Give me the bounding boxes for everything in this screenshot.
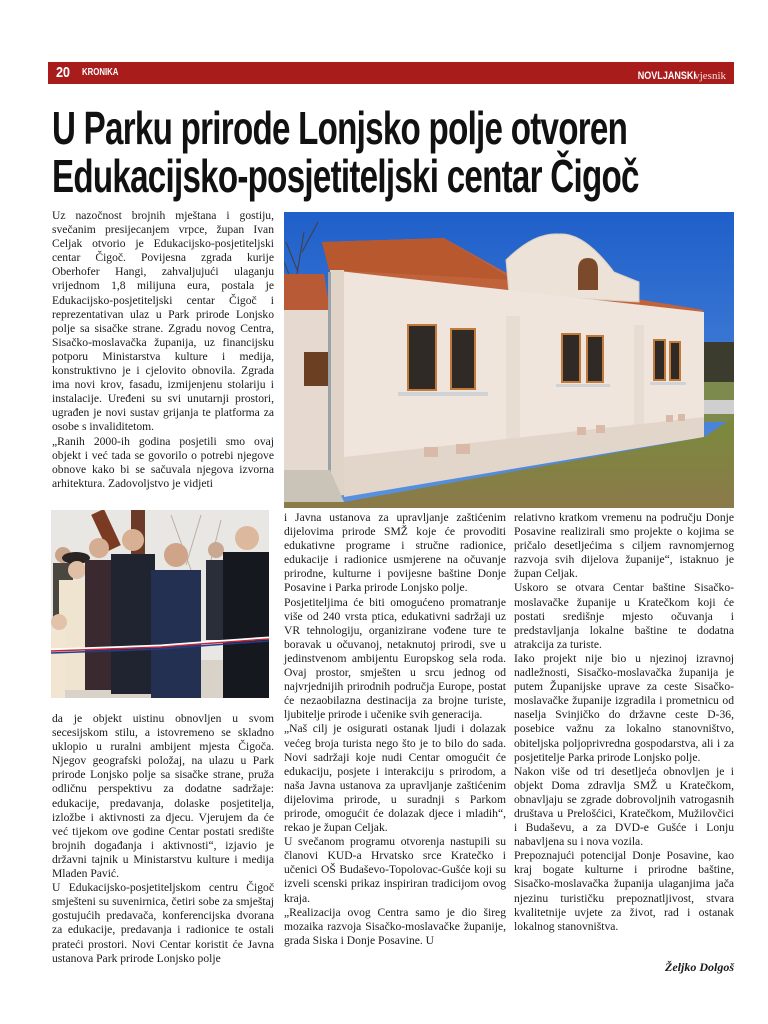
- paragraph: da je objekt uistinu obnovljen u svom secesijskom stilu, a istovremeno se skladno uklopio u ruralni ambijent mjesta Čigoča. Njegov geografski položaj, na ulazu u Park prirode Lonjsko polje sa sisačke strane, pruža odličnu perspektivu za dodatne sadržaje: edukacije, predavanja, dolaske posjetitelja, izložbe i aktivnosti za djecu. Vjerujem da će već tijekom ove godine Centar postati središte brojnih događanja i aktivnosti“, izjavio je državni tajnik u Ministarstvu kulture i medija Mladen Pavić.: [52, 712, 274, 881]
- author-byline: Željko Dolgoš: [665, 960, 734, 974]
- page-number: 20: [56, 64, 70, 81]
- building-photo: [284, 212, 734, 508]
- paragraph: U svečanom programu otvorenja nastupili su članovi KUD-a Hrvatsko srce Kratečko i učenici OŠ Budaševo-Topolovac-Gušće koji su izveli scenski prikaz inspiriran tradicijom ovog kraja.: [284, 835, 506, 905]
- page-header-bar: [48, 62, 734, 84]
- paragraph: relativno kratkom vremenu na području Donje Posavine realizirali smo projekte o kojima se pričalo desetljećima s ciljem ravnomjernog razvoja svih dijelova županije“, istaknuo je župan Celjak.: [514, 511, 734, 581]
- paragraph: Prepoznajući potencijal Donje Posavine, kao kraj bogate kulturne i prirodne baštine, Sisačko-moslavačka županija ulaganjima jača njezinu turističku prepoznatljivost, stvara kvalitetnije uvjete za život, rad i ostanak lokalnog stanovništva.: [514, 849, 734, 933]
- article-column-3: [514, 511, 734, 934]
- article-column-1-bottom: [52, 712, 274, 966]
- article-column-1-top: [52, 209, 274, 491]
- paragraph: i Javna ustanova za upravljanje zaštićenim dijelovima prirode SMŽ koje će provoditi edukativne programe i stručne radionice, edukacije i radionice usmjerene na očuvanje prirodne, kulturne i povijesne baštine Donje Posavine i Parka prirode Lonjsko polje.: [284, 511, 506, 595]
- article-headline: [52, 104, 752, 200]
- ribbon-cutting-illustration: [51, 510, 269, 698]
- publication-name-bold: NOVLJANSKI: [638, 70, 697, 82]
- paragraph: Posjetiteljima će biti omogućeno promatranje više od 240 vrsta ptica, edukativni sadržaji uz VR tehnologiju, organizirane vođene ture te boravak u očuvanoj, netaknutoj prirodi, sve u jedinstvenom ambijentu Europskog sela roda. Ovaj prostor, smješten u srcu jednog od najvrjednijih prirodnih područja Europe, postat će nezaobilazna destinacija za brojne turiste, ljubitelje prirode i učenike svih generacija.: [284, 595, 506, 722]
- paragraph: Iako projekt nije bio u njezinoj izravnoj nadležnosti, Sisačko-moslavačka županija je putem Županijske uprave za ceste Sisačko-moslavačke županije izgradila i prometnicu od naselja Svinjičko do državne ceste D-36, posebice važnu za lokalno stanovništvo, obiteljska poljoprivredna gospodarstva, ali i za posjetitelje Parka prirode Lonjsko polje.: [514, 651, 734, 764]
- publication-name: [625, 66, 726, 84]
- paragraph: Nakon više od tri desetljeća obnovljen je i objekt Doma zdravlja SMŽ u Kratečkom, obnavljaju se zgrade dobrovoljnih vatrogasnih društava u Prelošćici, Kratečkom, Mužilovčici i Budaševu, a za DVD-e Gušće i Lonju nabavljena su i nova vozila.: [514, 764, 734, 849]
- publication-name-light: vjesnik: [694, 70, 726, 82]
- building-illustration: [284, 212, 734, 508]
- ribbon-cutting-photo: [51, 510, 269, 698]
- headline-line-2: Edukacijsko-posjetiteljski centar Čigoč: [52, 150, 639, 202]
- section-label: KRONIKA: [82, 67, 119, 78]
- paragraph: „Naš cilj je osigurati ostanak ljudi i dolazak većeg broja turista nego što je to bilo do sada. Novi sadržaji koje nudi Centar omogućit će edukaciju, posjete i interakciju s prirodom, a naša Javna ustanova za upravljanje zaštićenim dijelovima prirode, u suradnji s Parkom prirode, omogućit će dolazak djece i mladih“, rekao je župan Celjak.: [284, 722, 506, 835]
- paragraph: „Ranih 2000-ih godina posjetili smo ovaj objekt i već tada se govorilo o potrebi njegove obnove kako bi se sačuvala njegova izvorna arhitektura. Zadovoljstvo je vidjeti: [52, 434, 274, 490]
- paragraph: „Realizacija ovog Centra samo je dio šireg mozaika razvoja Sisačko-moslavačke županije, grada Siska i Donje Posavine. U: [284, 905, 506, 947]
- paragraph: Uz nazočnost brojnih mještana i gostiju, svečanim presijecanjem vrpce, župan Ivan Celjak otvorio je Edukacijsko-posjetiteljski centar Čigoč. Povijesna zgrada kurije Oberhofer Hangi, zahvaljujući ulaganju vrijednom 1,8 milijuna eura, postala je Edukacijsko-posjetiteljski centar Čigoč i reprezentativan ulaz u Park prirode Lonjsko polje sa sisačke strane. Zgradu novog Centra, Sisačko-moslavačka županija, uz financijsku potporu Ministarstva kulture i medija, konstruktivno je i cjelovito obnovila. Zgrada ima novi krov, fasadu, izmijenjenu stolariju i instalacije. Uređeni su svi unutarnji prostori, ugrađen je novi sustav grijanja te platforma za osobe s invaliditetom.: [52, 209, 274, 434]
- headline-line-1: U Parku prirode Lonjsko polje otvoren: [52, 102, 628, 154]
- article-column-2: [284, 511, 506, 948]
- paragraph: U Edukacijsko-posjetiteljskom centru Čigoč smješteni su suvenirnica, četiri sobe za smještaj gostujućih predavača, konferencijska dvorana za edukacije, predavanja i radionice te ostali prateći prostori. Novi Centar koristit će Javna ustanova Park prirode Lonjsko polje: [52, 881, 274, 965]
- paragraph: Uskoro se otvara Centar baštine Sisačko-moslavačke županije u Kratečkom koji će postati središnje mjesto očuvanja i predstavljanja lokalne baštine te dodatna atrakcija za turiste.: [514, 581, 734, 651]
